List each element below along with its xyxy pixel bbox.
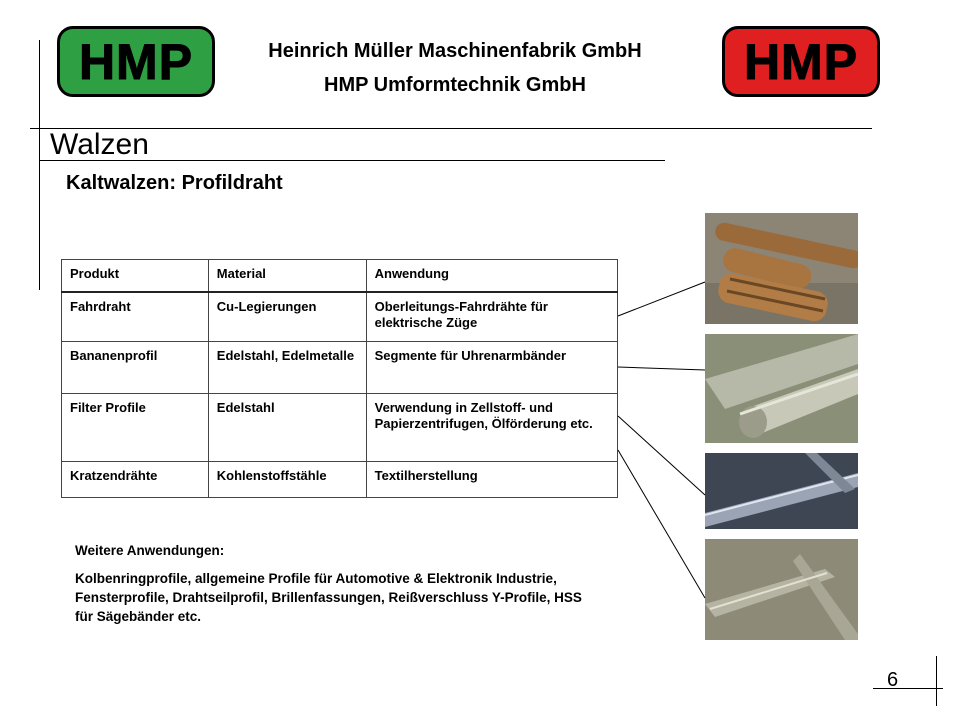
connector-line-3 — [618, 416, 705, 495]
logo-text-left: HMP — [78, 33, 194, 90]
connector-line-4 — [618, 450, 705, 598]
cell-produkt: Filter Profile — [62, 394, 209, 462]
header-produkt: Produkt — [62, 260, 209, 292]
cell-produkt: Kratzendrähte — [62, 462, 209, 498]
cell-anwendung: Textilherstellung — [366, 462, 617, 498]
logo-text-right: HMP — [743, 33, 859, 90]
company-name-2: HMP Umformtechnik GmbH — [324, 74, 586, 96]
cell-material: Edelstahl, Edelmetalle — [208, 342, 366, 394]
cell-material: Edelstahl — [208, 394, 366, 462]
page-number: 6 — [887, 669, 899, 691]
cell-produkt: Fahrdraht — [62, 292, 209, 342]
further-heading: Weitere Anwendungen: — [75, 543, 225, 558]
connector-line-1 — [618, 282, 705, 316]
header-material: Material — [208, 260, 366, 292]
company-name-1: Heinrich Müller Maschinenfabrik GmbH — [268, 40, 642, 62]
further-text: Kolbenringprofile, allgemeine Profile für Automotive & Elektronik Industrie, Fensterprofile, Drahtseilprofil, Brillenfassungen, Reißverschluss Y-Profile, HSS für Sägebänder etc. — [75, 571, 582, 624]
cell-produkt: Bananenprofil — [62, 342, 209, 394]
cell-anwendung: Verwendung in Zellstoff- und Papierzentrifugen, Ölförderung etc. — [366, 394, 617, 462]
connector-line-2 — [618, 367, 705, 370]
cell-material: Cu-Legierungen — [208, 292, 366, 342]
header-anwendung: Anwendung — [366, 260, 617, 292]
slide-title: Walzen — [50, 128, 149, 161]
cell-anwendung: Segmente für Uhrenarmbänder — [366, 342, 617, 394]
cell-material: Kohlenstoffstähle — [208, 462, 366, 498]
cell-anwendung: Oberleitungs-Fahrdrähte für elektrische Züge — [366, 292, 617, 342]
slide-subtitle: Kaltwalzen: Profildraht — [66, 172, 283, 194]
